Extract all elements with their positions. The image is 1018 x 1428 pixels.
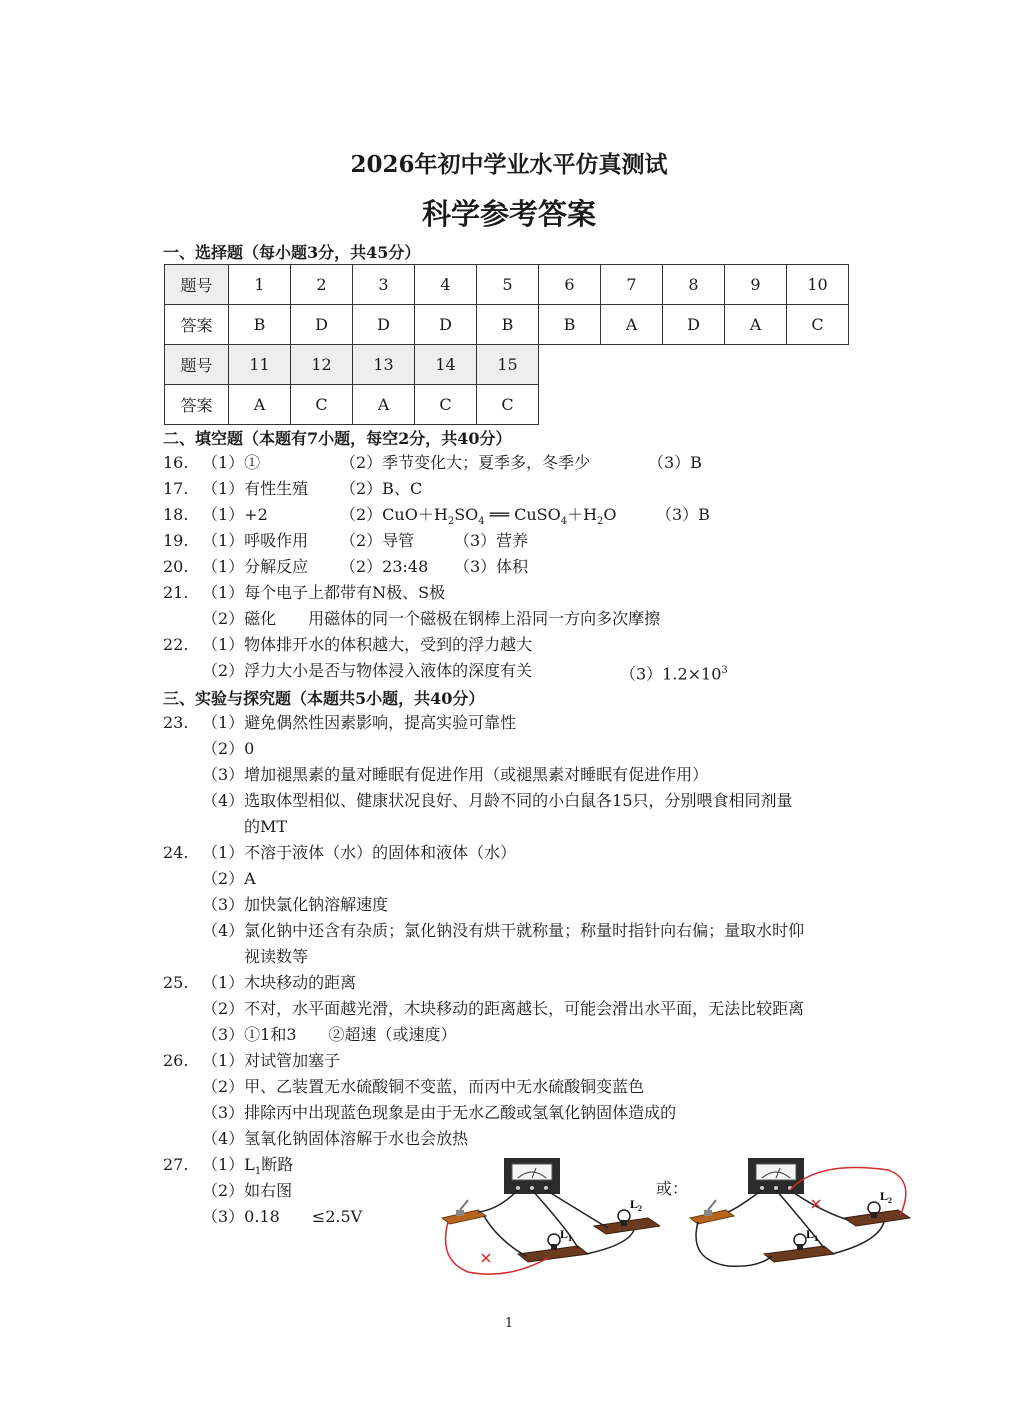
- q23-number: 23.: [163, 713, 189, 732]
- q17-part1: （1）有性生殖: [202, 479, 309, 498]
- q18-part1: （1）+2: [202, 505, 268, 524]
- doc-title: 2026年初中学业水平仿真测试: [350, 151, 668, 178]
- table-cell: B: [539, 305, 601, 345]
- q25-part3: （3）①1和3 ②超速（或速度）: [202, 1025, 457, 1044]
- table-cell: D: [663, 305, 725, 345]
- q23-part1: （1）避免偶然性因素影响，提高实验可靠性: [202, 713, 517, 732]
- table-cell: A: [229, 385, 291, 425]
- or-label: 或：: [656, 1179, 689, 1198]
- lamp-l2-icon: [594, 1210, 660, 1234]
- q18-part3: （3）B: [656, 505, 710, 524]
- q16-number: 16.: [163, 453, 189, 472]
- q23-part4: （4）选取体型相似、健康状况良好、月龄不同的小白鼠各15只，分别喂食相同剂量: [202, 791, 793, 810]
- voltmeter-icon: [748, 1158, 804, 1194]
- table-header-cell: 题号: [165, 345, 229, 385]
- table-cell: B: [229, 305, 291, 345]
- table-cell: D: [353, 305, 415, 345]
- table-header-cell: 答案: [165, 385, 229, 425]
- q21-part1: （1）每个电子上都带有N极、S极: [202, 583, 446, 602]
- section-heading-experiment: 三、实验与探究题（本题共5小题，共40分）: [163, 689, 485, 708]
- table-cell: 12: [291, 345, 353, 385]
- section-heading-choice: 一、选择题（每小题3分，共45分）: [163, 243, 421, 262]
- q19-number: 19.: [163, 531, 189, 550]
- q24-part4: （4）氯化钠中还含有杂质；氯化钠没有烘干就称量；称量时指针向右偏；量取水时仰: [202, 921, 805, 940]
- circuit-diagram-1: [438, 1150, 660, 1282]
- table-cell: 6: [539, 265, 601, 305]
- q27-part3: （3）0.18 ≤2.5V: [202, 1207, 363, 1226]
- table-row: [165, 265, 849, 305]
- q26-number: 26.: [163, 1051, 189, 1070]
- table-cell: A: [353, 385, 415, 425]
- q26-part3: （3）排除丙中出现蓝色现象是由于无水乙酸或氢氧化钠固体造成的: [202, 1103, 677, 1122]
- label-l2: $L_2$: [630, 1197, 643, 1213]
- q23-part4-cont: 的MT: [244, 817, 288, 836]
- table-cell: C: [415, 385, 477, 425]
- q20-number: 20.: [163, 557, 189, 576]
- q26-part2: （2）甲、乙装置无水硫酸铜不变蓝，而丙中无水硫酸铜变蓝色: [202, 1077, 645, 1096]
- q18-equation: $(2)CuO+H_2SO_4$ ══ $CuSO_4+H_2O$: [340, 505, 617, 528]
- table-cell: C: [291, 385, 353, 425]
- label-l1: $L_1$: [806, 1227, 819, 1243]
- circuit-diagram-2: [688, 1150, 918, 1282]
- q20-part1: （1）分解反应: [202, 557, 309, 576]
- q25-part1: （1）木块移动的距离: [202, 973, 357, 992]
- table-cell: A: [725, 305, 787, 345]
- q23-part2: （2）0: [202, 739, 255, 758]
- q24-part2: （2）A: [202, 869, 256, 888]
- q27-number: 27.: [163, 1155, 189, 1174]
- q20-part2: （2）23:48: [340, 557, 429, 576]
- q17-number: 17.: [163, 479, 189, 498]
- table-cell: B: [477, 305, 539, 345]
- q24-part4-cont: 视读数等: [244, 947, 309, 966]
- table-cell: 2: [291, 265, 353, 305]
- q27-part2: （2）如右图: [202, 1181, 293, 1200]
- table-cell: 14: [415, 345, 477, 385]
- label-l1: $L_1$: [560, 1227, 573, 1243]
- q19-part2: （2）导管: [340, 531, 415, 550]
- q24-number: 24.: [163, 843, 189, 862]
- q19-part3: （3）营养: [454, 531, 529, 550]
- table-cell: 9: [725, 265, 787, 305]
- answer-table-2: [164, 344, 539, 425]
- q16-part3: （3）B: [648, 453, 702, 472]
- table-cell: 15: [477, 345, 539, 385]
- table-cell: 10: [787, 265, 849, 305]
- q23-part3: （3）增加褪黑素的量对睡眠有促进作用（或褪黑素对睡眠有促进作用）: [202, 765, 709, 784]
- q18-number: 18.: [163, 505, 189, 524]
- table-cell: D: [291, 305, 353, 345]
- q16-part2: （2）季节变化大；夏季多，冬季少: [340, 453, 591, 472]
- q25-number: 25.: [163, 973, 189, 992]
- switch-icon: [690, 1200, 734, 1224]
- q17-part2: （2）B、C: [340, 479, 423, 498]
- q22-number: 22.: [163, 635, 189, 654]
- q21-number: 21.: [163, 583, 189, 602]
- table-cell: 8: [663, 265, 725, 305]
- q22-part1: （1）物体排开水的体积越大，受到的浮力越大: [202, 635, 533, 654]
- table-cell: C: [477, 385, 539, 425]
- answer-table-1: [164, 264, 849, 345]
- q26-part1: （1）对试管加塞子: [202, 1051, 341, 1070]
- voltmeter-icon: [504, 1158, 560, 1194]
- table-cell: C: [787, 305, 849, 345]
- q26-part4: （4）氢氧化钠固体溶解于水也会放热: [202, 1129, 469, 1148]
- table-cell: 11: [229, 345, 291, 385]
- table-header-cell: 答案: [165, 305, 229, 345]
- section-heading-fill: 二、填空题（本题有7小题，每空2分，共40分）: [163, 429, 512, 448]
- q21-part2: （2）磁化 用磁体的同一个磁极在钢棒上沿同一方向多次摩擦: [202, 609, 661, 628]
- q24-part1: （1）不溶于液体（水）的固体和液体（水）: [202, 843, 517, 862]
- table-cell: 5: [477, 265, 539, 305]
- table-cell: D: [415, 305, 477, 345]
- page-number: 1: [504, 1316, 514, 1331]
- table-cell: 13: [353, 345, 415, 385]
- label-l2: $L_2$: [880, 1189, 893, 1205]
- table-cell: 4: [415, 265, 477, 305]
- q27-part1: $(1)L_1$断路: [202, 1155, 294, 1178]
- table-cell: 7: [601, 265, 663, 305]
- q19-part1: （1）呼吸作用: [202, 531, 309, 550]
- table-cell: A: [601, 305, 663, 345]
- q20-part3: （3）体积: [454, 557, 529, 576]
- q25-part2: （2）不对，水平面越光滑，木块移动的距离越长，可能会滑出水平面，无法比较距离: [202, 999, 805, 1018]
- table-header-cell: 题号: [165, 265, 229, 305]
- table-row: [165, 345, 539, 385]
- table-cell: 1: [229, 265, 291, 305]
- q16-part1: （1）①: [202, 453, 261, 472]
- q22-part3: $(3)1.2\times 10^3$: [620, 664, 728, 684]
- q22-part2: （2）浮力大小是否与物体浸入液体的深度有关: [202, 661, 533, 680]
- table-row: [165, 385, 539, 425]
- doc-subtitle: 科学参考答案: [421, 197, 596, 231]
- table-row: [165, 305, 849, 345]
- q24-part3: （3）加快氯化钠溶解速度: [202, 895, 389, 914]
- table-cell: 3: [353, 265, 415, 305]
